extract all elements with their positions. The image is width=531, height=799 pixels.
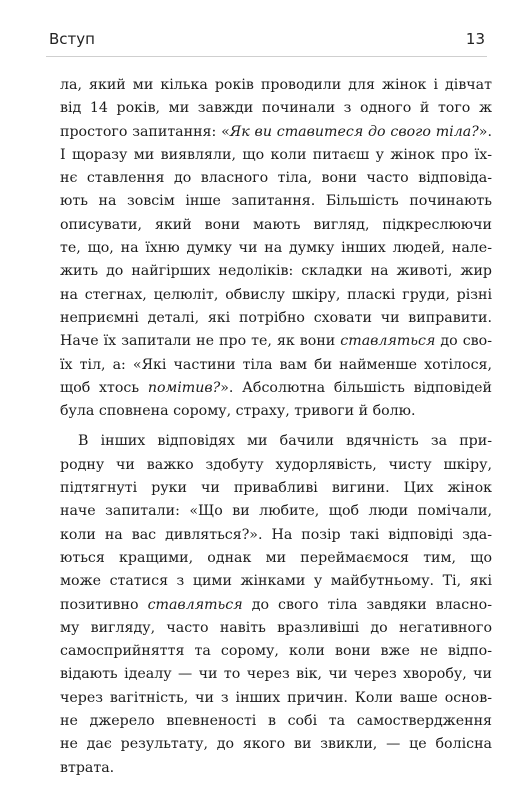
emphasis: Як ви ставитеся до свого тіла? [229, 123, 479, 140]
text-line: самосприйняття та сорому, коли вони вже не відпо- [60, 643, 492, 660]
text-line: від 14 років, ми завжди починали з одного й того ж [60, 100, 492, 117]
running-header [49, 30, 485, 52]
text-line: ла, який ми кілька років проводили для жінок і дівчат [60, 77, 492, 93]
paragraph-2 [60, 430, 492, 779]
text-line: І щоразу ми виявляли, що коли питаєш у жінок про їх- [60, 146, 492, 163]
text-line: родну чи важко здобуту худорлявість, чисту шкіру, [60, 456, 492, 473]
text-line: може статися з цими жінками у майбутньому. Ті, які [60, 573, 492, 590]
text-line: позитивно ставляться до свого тіла завдяки власно- [60, 596, 492, 613]
text-line: описувати, який вони мають вигляд, підкреслюючи [60, 216, 492, 233]
emphasis: ставляться [340, 333, 436, 350]
text-line: простого запитання: «Як ви ставитеся до свого тіла?». [60, 123, 492, 140]
text-line: неприємні деталі, які потрібно сховати чи виправити. [60, 309, 492, 326]
text-line: на стегнах, целюліт, обвислу шкіру, пласкі груди, різні [60, 286, 492, 303]
text-line: через вагітність, чи з інших причин. Коли ваше основ- [60, 689, 492, 706]
text-line: коли на вас дивляться?». На позір такі відповіді зда- [60, 526, 492, 543]
text-line: В інших відповідях ми бачили вдячність за при- [78, 433, 492, 450]
body-text [60, 74, 492, 780]
text-line: була сповнена сорому, страху, тривоги й болю. [60, 403, 416, 420]
emphasis: помітив? [147, 379, 221, 396]
chapter-title: Вступ [49, 30, 95, 48]
paragraph-1 [60, 74, 492, 423]
header-divider [46, 56, 487, 57]
text-line: не дає результату, до якого ви звикли, — це болісна [60, 736, 492, 753]
page-number: 13 [465, 30, 485, 48]
text-line: наче запитали: «Що ви любите, щоб люди помічали, [60, 503, 492, 520]
text-line: підтягнуті руки чи привабливі вигини. Цих жінок [60, 480, 492, 497]
text-line: ють на зовсім інше запитання. Більшість починають [60, 193, 492, 210]
text-line: жить до найгірших недоліків: складки на животі, жир [60, 263, 492, 280]
text-line: ються кращими, однак ми переймаємося тим, що [60, 549, 492, 566]
text-line: Наче їх запитали не про те, як вони ставляться до сво- [60, 333, 492, 350]
text-line: нє ставлення до власного тіла, вони часто відповіда- [60, 170, 492, 187]
text-line: втрата. [60, 759, 115, 776]
text-line: не джерело впевненості в собі та самоствердження [60, 713, 492, 730]
text-line: му вигляду, часто навіть вразливіші до негативного [60, 619, 492, 636]
text-line: щоб хтось помітив?». Абсолютна більшість відповідей [60, 379, 492, 396]
text-line: їх тіл, а: «Які частини тіла вам би найменше хотілося, [60, 356, 492, 373]
text-line: відають ідеалу — чи то через вік, чи через хворобу, чи [60, 666, 492, 683]
text-line: те, що, на їхню думку чи на думку інших людей, нале- [60, 240, 492, 257]
paragraph-spacing [60, 423, 492, 430]
emphasis: ставляться [147, 596, 243, 613]
